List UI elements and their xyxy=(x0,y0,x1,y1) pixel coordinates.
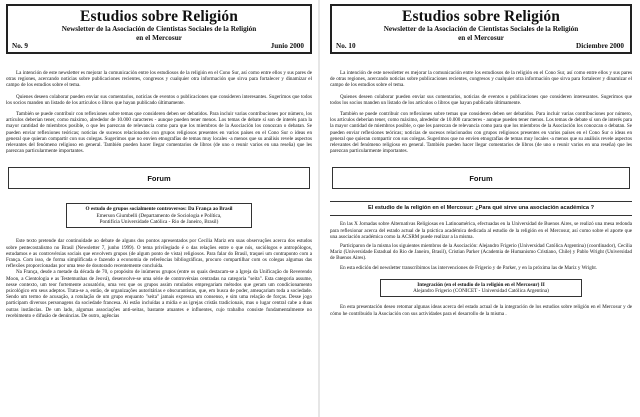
article-title: Integración (en el estudio de la religión en el Mercosur) II xyxy=(417,281,545,288)
issue-date: Junio 2000 xyxy=(270,42,304,50)
article-paragraph: En las X Jornadas sobre Alternativas Religiosas en Latinoamérica, efectuadas en la Universidad de Buenos Aires, se realizó una mesa redonda para reflexionar acerca del estado actual de la práctica académica dedicada al estudio de la religión en el Mercosur, así como sobre el aporte que una asociación académica como la ACSRM puede realizar a la misma. xyxy=(330,221,632,240)
article-title: O estudo de grupos socialmente controversos: Da França ao Brasil xyxy=(85,206,233,213)
article-paragraph: Na França, desde a metade da década de 70, o propósito de inúmeros grupos (entre os quais destacam-se a Igreja da Unificação do Reverendo Moon, a Cientologia e as Testemunhas de Jeová), desenvolve-se uma série de controvérsias centradas na categoria "seita". Esta categoria assume, nesse contexto, um teor fortemente acusatório, uma vez que os grupos assim rotulados empregariam métodos que geram um condicionamento psicológico em seus adeptos. Trata-se a, então, de organizações autoritárias e obscurantistas, que, em busca de poder, ameaçariam toda a sociedade. Sendo um termo de acusação, a rotulação de um grupo enquanto "seita" jamais expressa um consenso, e sim uma relação de forças. Desse jogo participam diversos personagens da sociedade francesa. Ai estão incluídas a mídia e as igrejas cristãs tradicionais, mas o lugar central cabe a duas outras instâncias. De um lado, algumas associações anti-seitas, bastante atuantes e influentes, cujo trabalho consiste fundamentalmente no recebimento e difusão de denúncias. De outro, agências xyxy=(6,269,312,319)
intro-paragraph: Quienes deseen colaborar pueden enviar sus comentarios, noticias de eventos o publicaciones que consideren interesantes. Sugerimos que todos los socios manden un listado de los artículos o libros que hayan publicado últimamente. xyxy=(330,93,632,106)
article-author: Emerson Giumbelli (Departamento de Sociologia e Política, xyxy=(96,212,222,219)
section-forum-banner xyxy=(332,167,630,189)
article-paragraph: En esta presentación deseo retomar algunas ideas acerca del estado actual de la integración de los estudios sobre religión en el Mercosur y de cómo he contribuido la Asociación con sus actividades para el desarrollo de la misma . xyxy=(330,304,632,317)
article-author: Alejandro Frigerio (CONICET - Universidad Católica Argentina) xyxy=(413,288,549,295)
newsletter-subtitle: Newsletter de la Asociación de Cientistas Sociales de la Religión xyxy=(61,25,257,33)
issue-date: Diciembre 2000 xyxy=(576,42,624,50)
intro-paragraph: Quienes deseen colaborar pueden enviar sus comentarios, noticias de eventos o publicaciones que consideren interesantes. Sugerimos que todos los socios manden un listado de los artículos o libros que hayan publicado últimamente. xyxy=(6,93,312,106)
issue-number: No. 9 xyxy=(12,42,28,50)
intro-paragraph: También se puede contribuir con reflexiones sobre temas que consideren deben ser debatidos. Para incluir varias contribuciones por número, los artículos deberían tener, como máximo, alrededor de 10.000 caracteres - aunque pueden tener menos. Los temas de debate sí son de interés para la mayor cantidad de miembros posible, o que les parezcan de relevancia como para que los miembros de la Asociación los conozcan o debatan. Se pueden enviar reflexiones teóricas; noticias de sucesos relacionados con grupos religiosos presentes en varios países en el Cono Sur o ideas en general que quieran compartir con sus colegas. Sugerimos que no envíen etnografías de temas muy locales -a menos que su análisis revele aspectos relevantes del fenómeno religioso en general. También pueden hacer llegar comentarios de libros (de uno o reunir varios en una reseña) que les parezcan particularmente importantes. xyxy=(6,111,312,155)
article-title-box xyxy=(380,279,582,298)
issue-number: No. 10 xyxy=(336,42,356,50)
masthead xyxy=(6,4,312,54)
newsletter-subtitle-region: en el Mercosur xyxy=(136,33,182,42)
article-affiliation: Pontifícia Universidade Católica - Rio de Janeiro, Brasil) xyxy=(99,219,219,226)
newsletter-page-no-10 xyxy=(320,0,640,417)
intro-paragraph: La intención de este newsletter es mejorar la comunicación entre los estudiosos de la religión en el Cono Sur, así como entre ellos y sus pares de otras regiones, acercando noticias sobre publicaciones recientes, congresos y cualquier otra información que sirva para fortalecer y dinamizar el campo de los estudios sobre el tema. xyxy=(6,70,312,89)
section-title: Forum xyxy=(147,173,171,183)
newsletter-title: Estudios sobre Religión xyxy=(80,8,238,25)
newsletter-subtitle-region: en el Mercosur xyxy=(458,33,504,42)
forum-heading: El estudio de la religión en el Mercosur: ¿Para qué sirve una asociación académica ? xyxy=(367,205,594,212)
article-paragraph: Este texto pretende dar continuidade ao debate de alguns dos pontos apresentados por Cecília Mariz em suas observações acerca dos estudos sobre pentecostalismo no Brasil (Newsletter 7, junho 1999). O tema privilegiado é o das relações entre o que nós, sociólogos e antropólogos, estudamos e as controvérsias sociais que envolvem grupos (de algum ponto de vista) religiosos. Para falar do Brasil, traquei um contraponto com a França. Com isso, de forma simplificada e fazendo a economia de referências bibliográficas, procuro compartilhar com os colegas algumas das reflexões proporcionadas por uma tese de doutorado recentemente concluída. xyxy=(6,238,312,270)
section-title: Forum xyxy=(469,173,493,183)
masthead xyxy=(330,4,632,54)
article-paragraph: Participaron de la misma los siguientes miembros de la Asociación: Alejandro Frigerio (Universidad Católica Argentina) (coordinador), Cecilia Mariz (Universidade Estadual do Rio de Janeiro, Brasil), Cristian Parker (Academia de Humanismo Cristiano, Chile) y Pablo Wright (Universidad de Buenos Aires). xyxy=(330,243,633,262)
newsletter-subtitle: Newsletter de la Asociación de Cientistas Sociales de la Religión xyxy=(383,25,579,33)
intro-paragraph: También se puede contribuir con reflexiones sobre temas que consideren deben ser debatidos. Para incluir varias contribuciones por número, los artículos deberían tener, como máximo, alrededor de 10.000 caracteres - aunque pueden tener menos. Los temas de debate sí son de interés para la mayor cantidad de miembros posible, o que les parezcan de relevancia como para que los miembros de la Asociación los conozcan o debatan. Se pueden enviar reflexiones teóricas; noticias de sucesos relacionados con grupos religiosos presentes en varios países en el Cono Sur o ideas en general que quieran compartir con sus colegas. Sugerimos que no envíen etnografías de temas muy locales -a menos que su análisis revele aspectos relevantes del fenómeno religioso en general. También pueden hacer llegar comentarios de libros (de uno o reunir varios en una reseña) que les parezcan particularmente importantes. xyxy=(330,111,632,155)
article-paragraph: En esta edición del newsletter transcribimos las intervenciones de Frigerio y de Parker, y en la próxima las de Mariz y Wright. xyxy=(340,264,598,271)
article-title-box xyxy=(66,203,252,228)
section-forum-banner xyxy=(8,167,310,189)
intro-paragraph: La intención de este newsletter es mejorar la comunicación entre los estudiosos de la religión en el Cono Sur, así como entre ellos y sus pares de otras regiones, acercando noticias sobre publicaciones recientes, congresos y cualquier otra información que sirva para fortalecer y dinamizar el campo de los estudios sobre el tema. xyxy=(330,70,632,89)
newsletter-title: Estudios sobre Religión xyxy=(402,8,560,25)
